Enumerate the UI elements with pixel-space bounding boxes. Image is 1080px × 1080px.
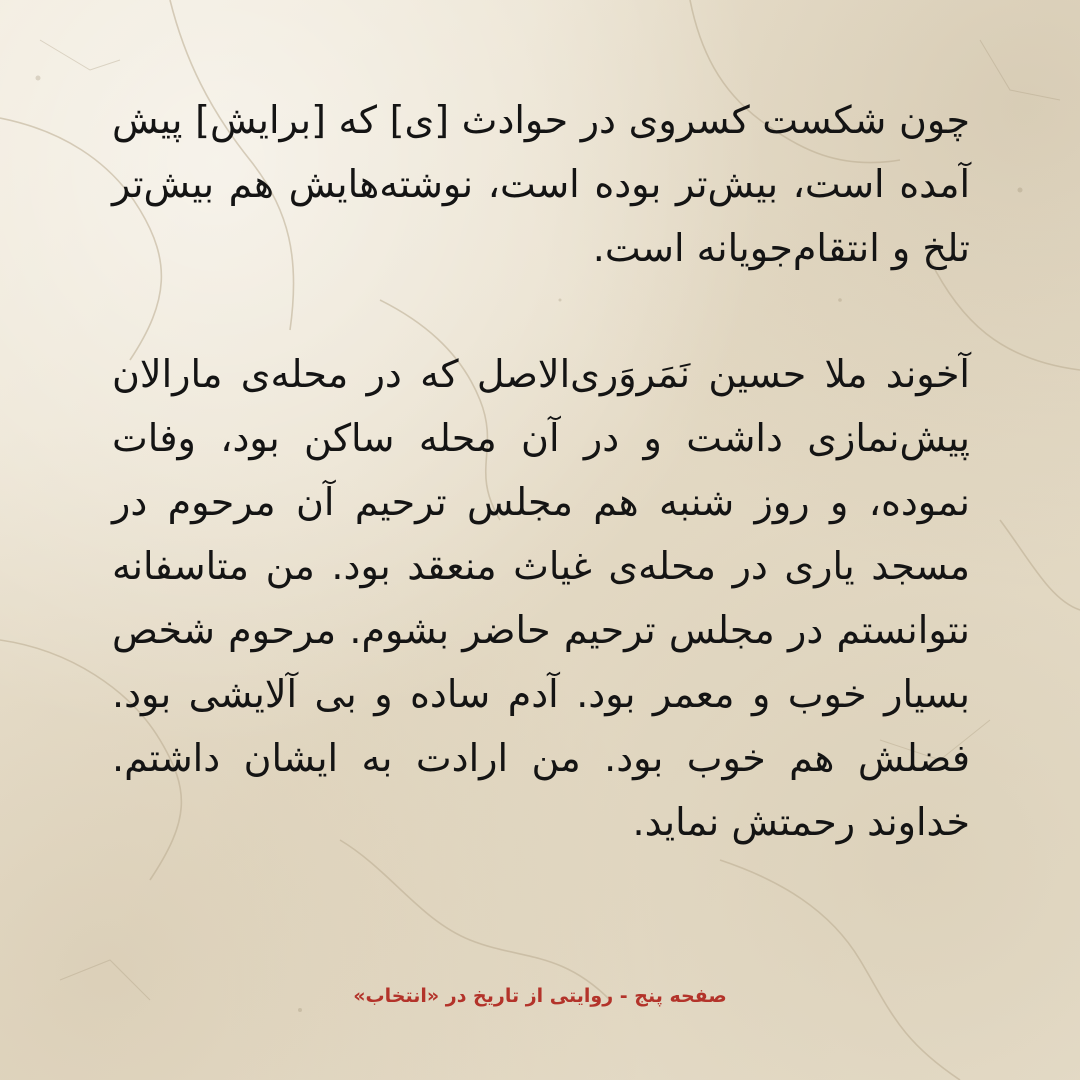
paragraph-2: آخوند ملا حسین نَمَروَری‌الاصل که در محله‌ی مارالان پیش‌نمازی داشت و در آن محله ساکن بود، وفات نموده، و روز شنبه هم مجلس ترحیم آن مرحوم در مسجد یاری در محله‌ی غیاث منعقد بود. من متاسفانه نتوانستم در مجلس ترحیم حاضر بشوم. مرحوم شخص بسیار خوب و معمر بود. آدم ساده و بی آلایشی بود. فضلش هم خوب بود. من ارادت به ایشان داشتم. خداوند رحمتش نماید. bbox=[112, 352, 970, 844]
text-body bbox=[112, 88, 970, 854]
page-footer: صفحه پنج - روایتی از تاریخ در «انتخاب» bbox=[353, 985, 727, 1007]
paragraph-1: چون شکست کسروی در حوادث [ی] که [برایش] پیش آمده است، بیش‌تر بوده است، نوشته‌هایش هم بیش‌تر تلخ و انتقام‌جویانه است. bbox=[112, 98, 970, 270]
